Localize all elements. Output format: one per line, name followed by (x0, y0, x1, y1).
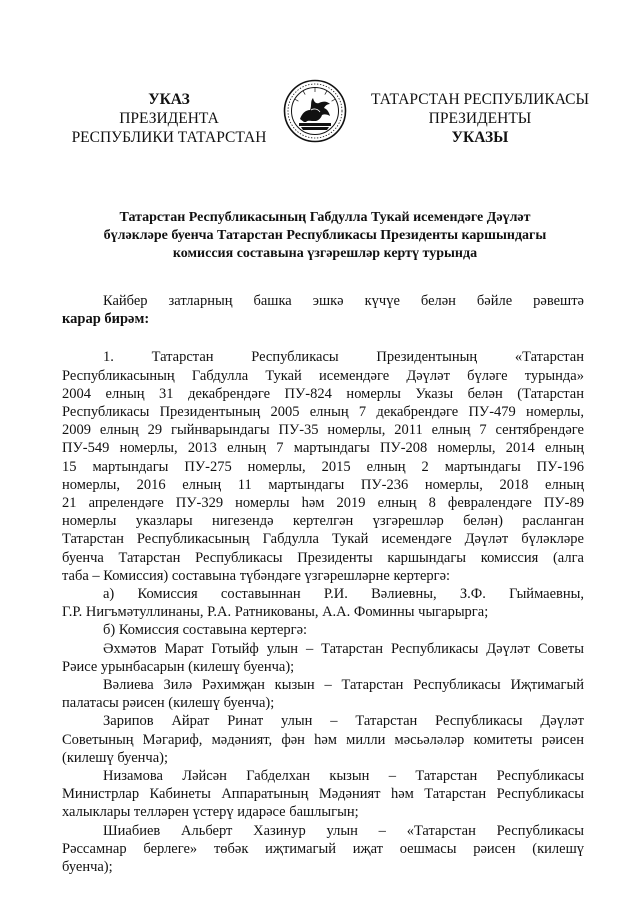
member-line: Низамова Ләйсән Габделхан кызын – Татарстан Республикасы (103, 768, 584, 785)
preamble (62, 292, 584, 328)
member-line: (килешү буенча); (62, 749, 169, 766)
member-line: палатасы рәисен (килешү буенча); (62, 695, 275, 712)
member-entry (62, 767, 584, 822)
member-line: Зарипов Айрат Ринат улын – Татарстан Республикасы Дәүләт (103, 713, 584, 730)
clause-line: номерлы указлары нигезендә кертелгән үзгәрешләр белән) расланган (62, 513, 584, 530)
title-line: бүләкләре буенча Татарстан Республикасы Президенты каршындагы (103, 228, 547, 243)
member-line: Министрлар Кабинеты Аппаратының Мәдәният һәм Татарстан Республикасы (62, 786, 584, 803)
header-left-line3: РЕСПУБЛИКИ ТАТАРСТАН (71, 129, 267, 146)
item-a (62, 585, 584, 621)
clause-line: 2009 елның 29 гыйнварындагы ПУ-35 номерлы, 2011 елның 7 сентябрендәге (62, 422, 584, 439)
clause-line: Татарстан Республикасының Габдулла Тукай исемендәге Дәүләт бүләкләре (62, 531, 584, 548)
item-b-line: б) Комиссия составына кертергә: (103, 622, 308, 639)
header-left-title: УКАЗ (148, 91, 190, 108)
clause-line: Республикасының Габдулла Тукай исемендәге Дәүләт бүләге турында» (62, 367, 584, 384)
header-left-line2: ПРЕЗИДЕНТА (119, 110, 219, 127)
clause-line: 21 апрелендәге ПУ-329 номерлы һәм 2019 елның 8 февралендәге ПУ-89 (62, 495, 584, 512)
tatarstan-emblem-icon (283, 79, 347, 143)
header-right-line2: ПРЕЗИДЕНТЫ (428, 110, 532, 127)
clause-line: 1. Татарстан Республикасы Президентының «Татарстан (103, 349, 584, 366)
clause-line: буенча Татарстан Республикасы Президенты каршындагы комиссия (алга (62, 549, 584, 566)
item-a-line: а) Комиссия составыннан Р.И. Вәлиевны, З.Ф. Гыймаевны, (103, 586, 584, 603)
member-line: буенча); (62, 859, 113, 876)
member-line: Вәлиева Зилә Рәхимҗан кызын – Татарстан Республикасы Иҗтимагый (103, 677, 584, 694)
document-title (70, 209, 580, 263)
preamble-line: Кайбер затларның башка эшкә күчүе белән бәйле рәвештә (103, 293, 584, 309)
clause-line: таба – Комиссия) составына түбәндәге үзгәрешләрне кертергә: (62, 567, 451, 584)
header-left-block (58, 90, 280, 147)
header-right-block (360, 90, 600, 147)
clause-line: Республикасы Президентының 2005 елның 7 декабрендәге ПУ-479 номерлы, (62, 404, 584, 421)
clause-line: номерлы, 2016 елның 11 мартындагы ПУ-236 номерлы, 2018 елның (62, 476, 584, 493)
clause-line: 15 мартындагы ПУ-275 номерлы, 2015 елның 2 мартындагы ПУ-196 (62, 458, 584, 475)
clause-line: 2004 елның 31 декабрендәге ПУ-824 номерлы Указы белән (Татарстан (62, 385, 584, 402)
member-line: Шиабиев Альберт Хазинур улын – «Татарстан Республикасы (103, 822, 584, 839)
title-line: Татарстан Республикасының Габдулла Тукай исемендәге Дәүләт (119, 210, 531, 225)
member-line: Рәссамнар берлеге» төбәк иҗтимагый иҗат оешмасы рәисен (килешү (62, 840, 584, 857)
member-entry (62, 676, 584, 712)
item-b (62, 621, 584, 639)
item-a-line: Г.Р. Нигъмәтуллинаны, Р.А. Ратникованы, А.А. Фоминны чыгарырга; (62, 604, 489, 621)
title-line: комиссия составына үзгәрешләр кертү турында (172, 246, 478, 261)
member-entry (62, 640, 584, 676)
member-line: Советының Мәгариф, мәдәният, фән һәм милли мәсьәләләр комитеты рәисен (62, 731, 584, 748)
clause-line: ПУ-549 номерлы, 2013 елның 7 мартындагы ПУ-208 номерлы, 2014 елның (62, 440, 584, 457)
member-entry (62, 822, 584, 877)
member-line: халыклары телләрен үстерү идарәсе башлыгын; (62, 804, 359, 821)
header-right-line1: ТАТАРСТАН РЕСПУБЛИКАСЫ (371, 91, 589, 108)
clause-1 (62, 348, 584, 585)
preamble-decision: карар бирәм: (62, 311, 150, 328)
document-body (62, 292, 584, 876)
header-right-title: УКАЗЫ (451, 129, 509, 146)
member-entry (62, 712, 584, 767)
member-line: Әхмәтов Марат Готыйф улын – Татарстан Республикасы Дәүләт Советы (103, 640, 584, 657)
member-line: Рәисе урынбасарын (килешү буенча); (62, 658, 295, 675)
